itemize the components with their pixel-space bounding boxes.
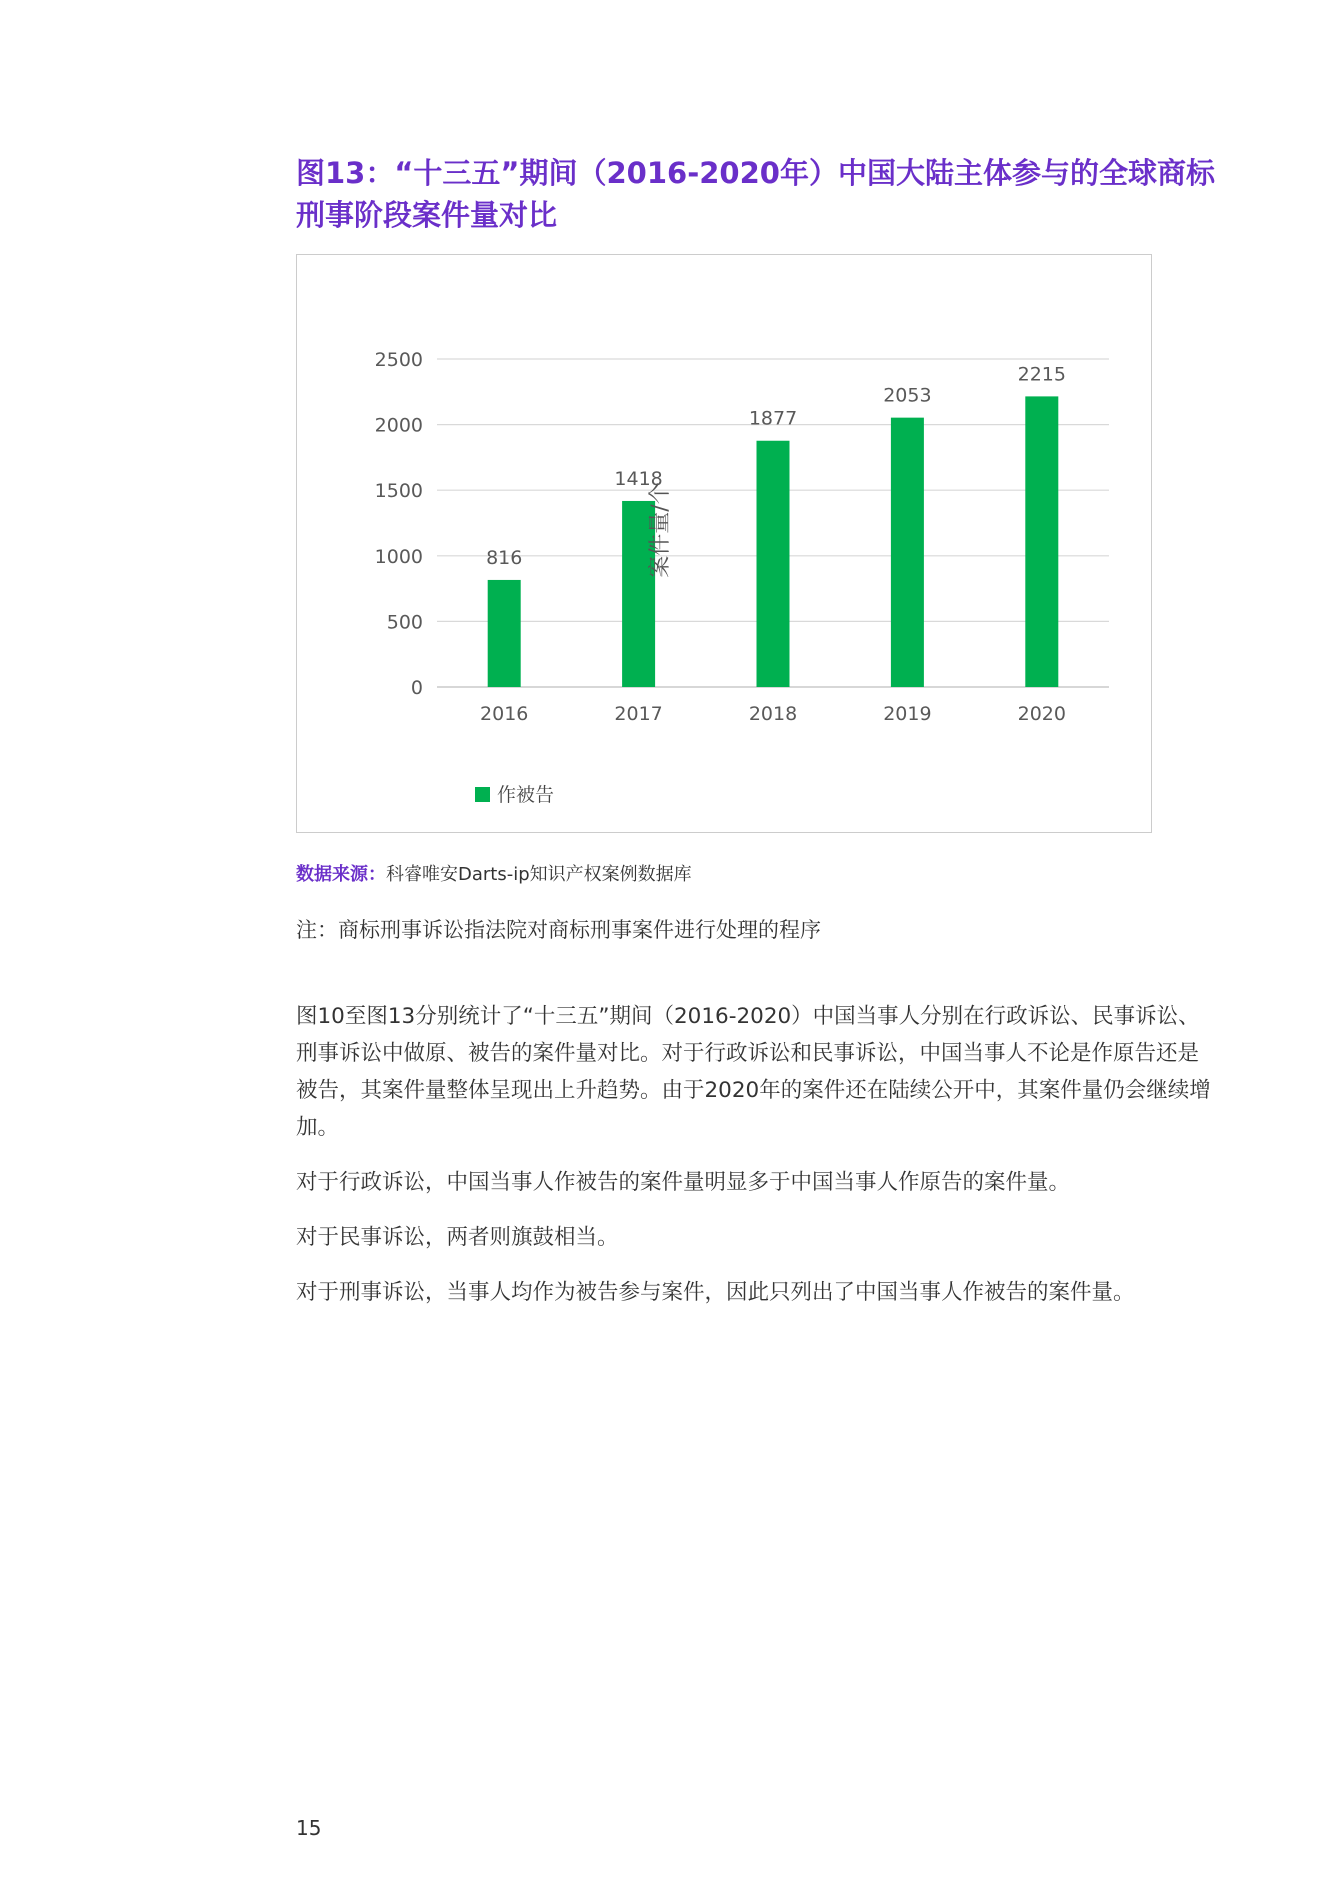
y-tick-label: 500	[386, 611, 423, 634]
data-label: 1877	[748, 407, 798, 430]
data-label: 1418	[614, 467, 663, 490]
data-source-text: 科睿唯安Darts-ip知识产权案例数据库	[386, 864, 692, 885]
y-tick-label: 2500	[374, 349, 423, 371]
legend	[475, 784, 554, 806]
paragraph: 对于刑事诉讼，当事人均作为被告参与案件，因此只列出了中国当事人作被告的案件量。	[296, 1280, 1135, 1305]
y-tick-label: 0	[410, 677, 423, 699]
x-tick-label: 2020	[1017, 703, 1066, 725]
y-axis-label: 案件量/个	[648, 482, 673, 578]
page-number: 15	[296, 1816, 322, 1840]
bar-chart	[297, 255, 1153, 834]
y-tick-label: 1500	[374, 480, 423, 503]
bar	[488, 580, 521, 687]
bar	[757, 441, 790, 687]
bars	[488, 396, 1059, 687]
data-label: 2215	[1017, 363, 1066, 386]
chart-note: 注：商标刑事诉讼指法院对商标刑事案件进行处理的程序	[296, 918, 821, 942]
data-label: 2053	[883, 384, 932, 407]
paragraph: 图10至图13分别统计了“十三五”期间（2016-2020）中国当事人分别在行政诉讼、民事诉讼、刑事诉讼中做原、被告的案件量对比。对于行政诉讼和民事诉讼，中国当事人不论是作原告还是被告，其案件量整体呈现出上升趋势。由于2020年的案件还在陆续公开中，其案件量仍会继续增加。	[296, 1004, 1211, 1140]
x-axis-ticks	[480, 703, 1066, 725]
x-tick-label: 2017	[614, 703, 663, 725]
paragraph: 对于行政诉讼，中国当事人作被告的案件量明显多于中国当事人作原告的案件量。	[296, 1170, 1071, 1195]
paragraph: 对于民事诉讼，两者则旗鼓相当。	[296, 1225, 619, 1250]
bar	[1025, 396, 1058, 687]
data-label: 816	[486, 546, 523, 569]
data-source-label: 数据来源：	[296, 864, 386, 885]
x-tick-label: 2016	[480, 703, 529, 725]
figure-title: 图13：“十三五”期间（2016-2020年）中国大陆主体参与的全球商标刑事阶段案件量对比	[296, 156, 1215, 232]
legend-swatch	[475, 787, 490, 802]
data-source	[296, 860, 692, 886]
y-tick-label: 2000	[374, 414, 423, 437]
bar	[891, 418, 924, 687]
legend-label: 作被告	[497, 784, 555, 806]
x-tick-label: 2019	[883, 703, 932, 725]
chart-container	[296, 254, 1152, 833]
x-tick-label: 2018	[748, 703, 798, 725]
body-text	[296, 998, 1216, 1329]
y-axis-ticks	[375, 349, 423, 699]
y-tick-label: 1000	[374, 545, 423, 568]
